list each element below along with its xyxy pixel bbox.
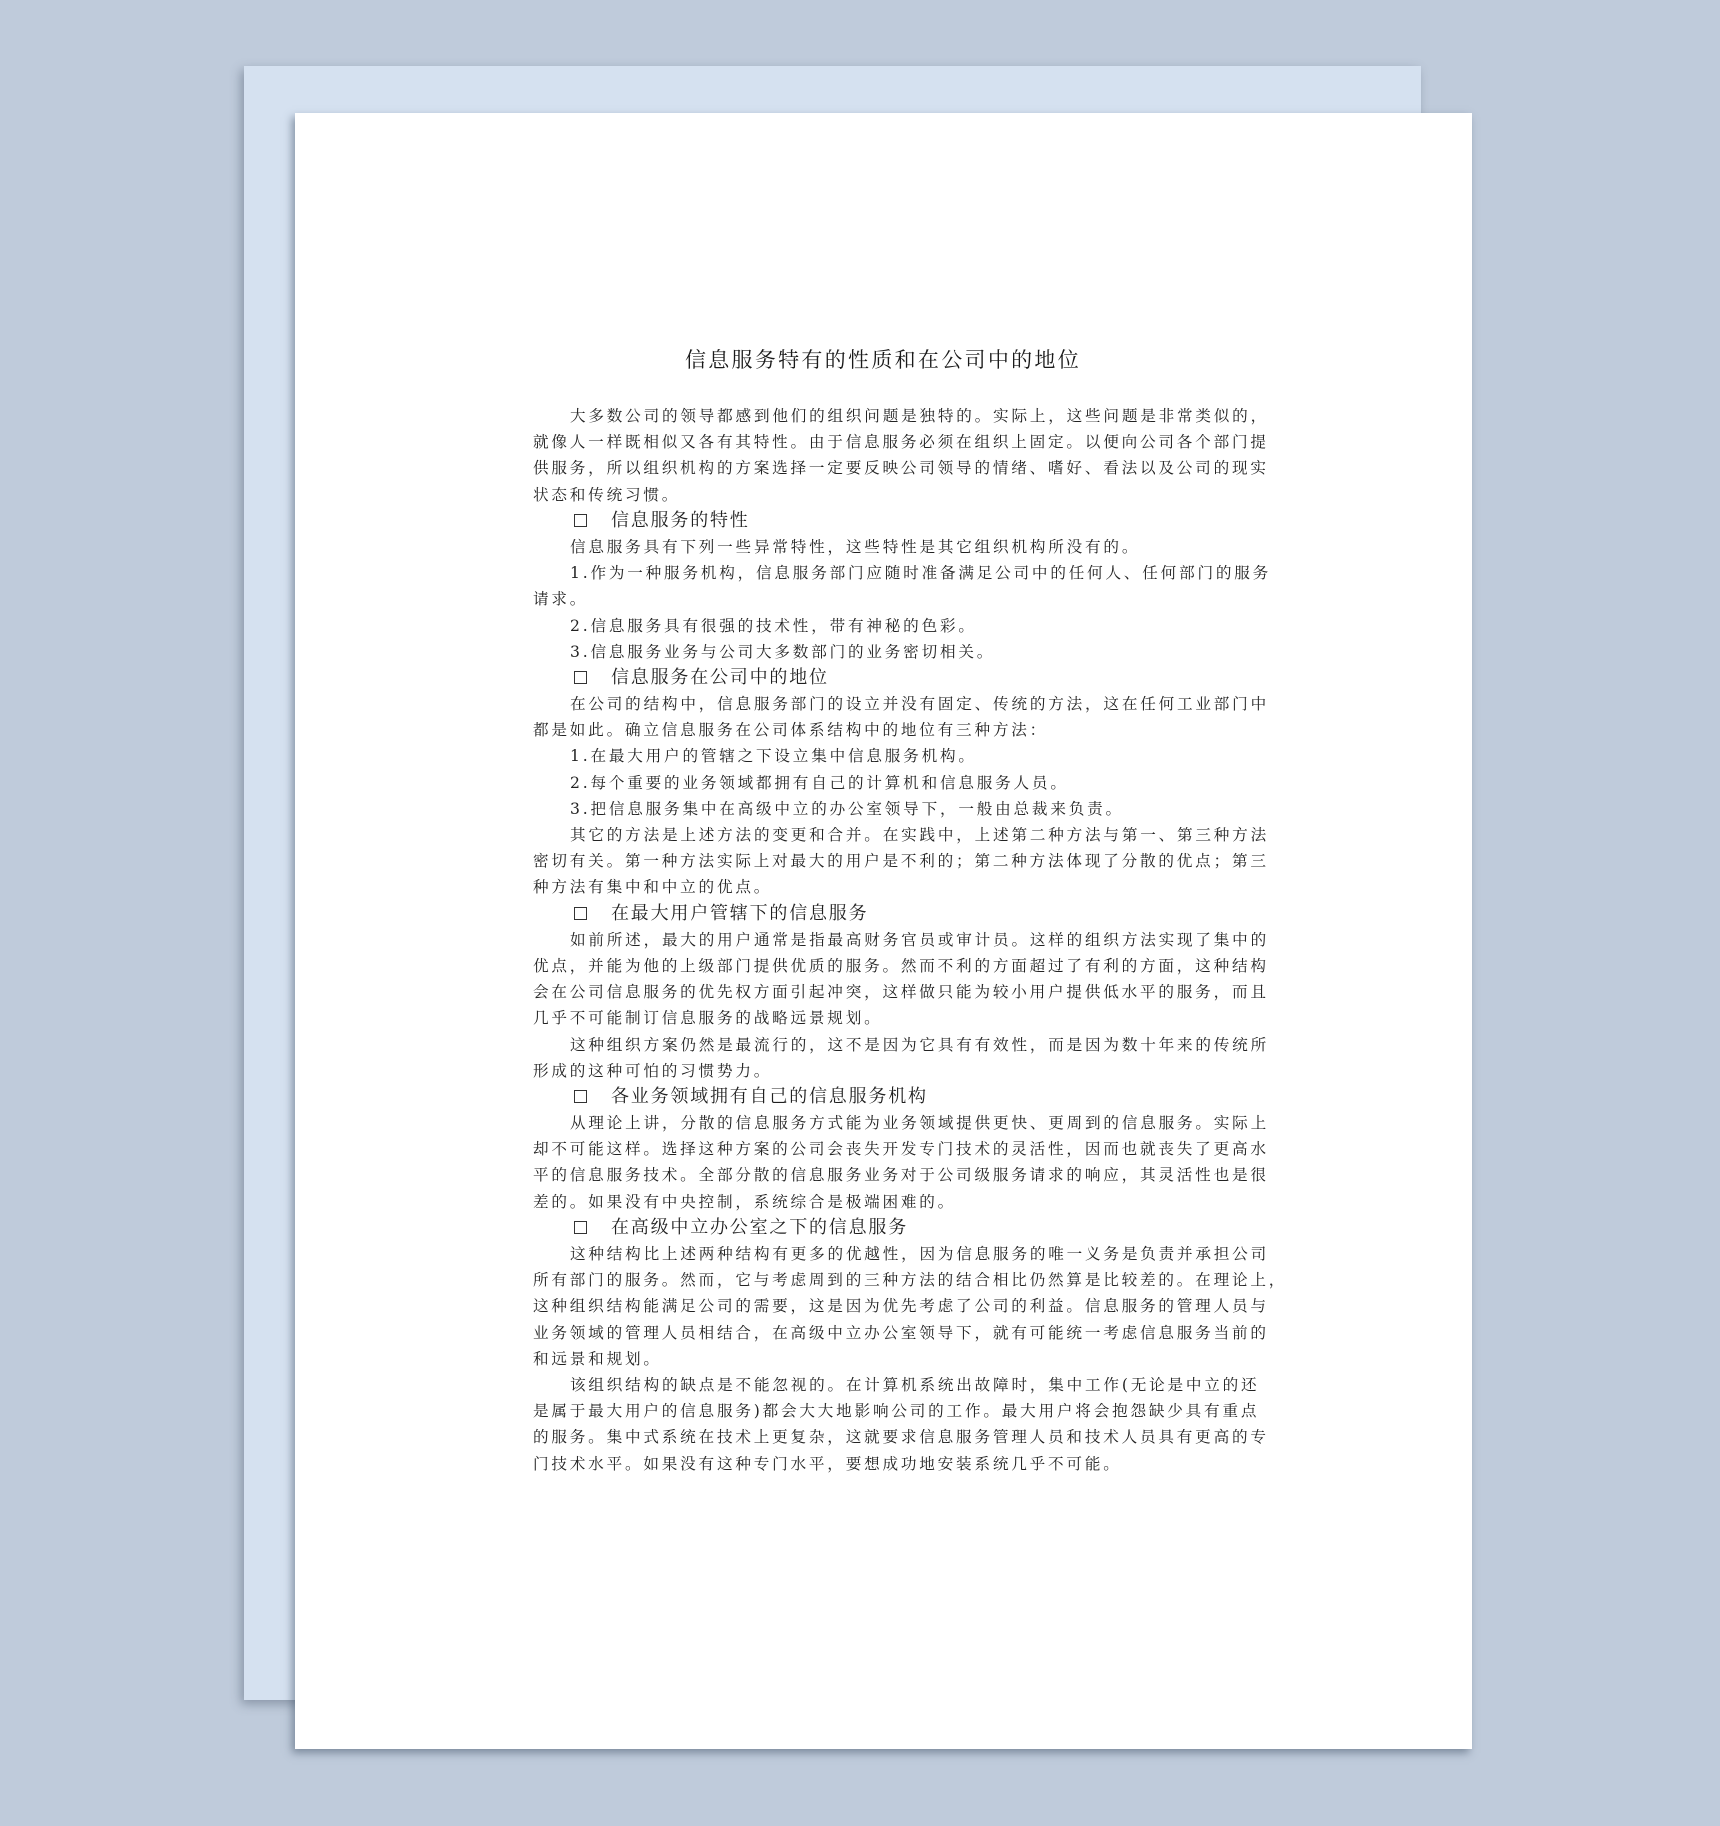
paragraph [533, 403, 1269, 508]
paragraph-line: 供服务，所以组织机构的方案选择一定要反映公司领导的情绪、嗜好、看法以及公司的现实 [533, 459, 1269, 478]
paragraph-line: 请求。 [533, 590, 589, 609]
paragraph-line: 密切有关。第一种方法实际上对最大的用户是不利的；第二种方法体现了分散的优点；第三 [533, 852, 1269, 871]
paragraph-line: 是属于最大用户的信息服务)都会大大地影响公司的工作。最大用户将会抱怨缺少具有重点 [533, 1402, 1260, 1421]
paragraph-line: 平的信息服务技术。全部分散的信息服务业务对于公司级服务请求的响应，其灵活性也是很 [533, 1166, 1269, 1185]
paragraph-line: 门技术水平。如果没有这种专门水平，要想成功地安装系统几乎不可能。 [533, 1454, 1122, 1473]
document-title: 信息服务特有的性质和在公司中的地位 [684, 348, 1082, 372]
paragraph-line: 会在公司信息服务的优先权方面引起冲突，这样做只能为较小用户提供低水平的服务，而且 [533, 983, 1269, 1002]
section-heading [533, 665, 1233, 691]
paragraph-line: 都是如此。确立信息服务在公司体系结构中的地位有三种方法： [533, 721, 1049, 740]
paragraph-line: 如前所述，最大的用户通常是指最高财务官员或审计员。这样的组织方法实现了集中的 [570, 930, 1269, 949]
paragraph [533, 796, 1233, 822]
section-heading-text: 信息服务的特性 [611, 509, 750, 531]
paragraph-line: 的服务。集中式系统在技术上更复杂，这就要求信息服务管理人员和技术人员具有更高的专 [533, 1428, 1269, 1447]
paragraph-line: 1.在最大用户的管辖之下设立集中信息服务机构。 [570, 747, 977, 766]
paragraph [533, 822, 1269, 901]
paragraph-line: 所有部门的服务。然而，它与考虑周到的三种方法的结合相比仍然算是比较差的。在理论上， [533, 1271, 1288, 1290]
paragraph-line: 差的。如果没有中央控制，系统综合是极端困难的。 [533, 1192, 957, 1211]
paragraph-line: 1.作为一种服务机构，信息服务部门应随时准备满足公司中的任何人、任何部门的服务 [570, 564, 1272, 583]
paragraph-line: 种方法有集中和中立的优点。 [533, 878, 773, 897]
paragraph-line: 其它的方法是上述方法的变更和合并。在实践中，上述第二种方法与第一、第三种方法 [570, 826, 1269, 844]
checkbox-square-icon [574, 514, 587, 527]
paragraph [533, 743, 1233, 769]
front-page-sheet [295, 113, 1472, 1749]
paragraph [533, 613, 1233, 639]
section-heading-text: 在高级中立办公室之下的信息服务 [611, 1216, 908, 1238]
paragraph-line: 在公司的结构中，信息服务部门的设立并没有固定、传统的方法，这在任何工业部门中 [570, 695, 1269, 714]
section-heading-text: 各业务领域拥有自己的信息服务机构 [611, 1085, 928, 1107]
paragraph-line: 2.每个重要的业务领域都拥有自己的计算机和信息服务人员。 [570, 773, 1069, 792]
checkbox-square-icon [574, 671, 587, 684]
paragraph-line: 大多数公司的领导都感到他们的组织问题是独特的。实际上，这些问题是非常类似的， [570, 407, 1269, 425]
checkbox-square-icon [574, 1221, 587, 1234]
section-heading-text: 信息服务在公司中的地位 [611, 666, 829, 688]
checkbox-square-icon [574, 907, 587, 920]
paragraph [533, 1372, 1269, 1477]
document-content [533, 403, 1288, 1477]
paragraph-line: 该组织结构的缺点是不能忽视的。在计算机系统出故障时，集中工作(无论是中立的还 [570, 1375, 1260, 1394]
paragraph [533, 927, 1269, 1032]
paragraph-line: 优点，并能为他的上级部门提供优质的服务。然而不利的方面超过了有利的方面，这种结构 [533, 956, 1269, 975]
paragraph-line: 状态和传统习惯。 [533, 485, 681, 504]
section-heading [533, 508, 1233, 534]
paragraph-line: 2.信息服务具有很强的技术性，带有神秘的色彩。 [570, 616, 977, 635]
paragraph [533, 1110, 1269, 1215]
paragraph [533, 560, 1272, 612]
section-heading [533, 901, 1233, 927]
paragraph [533, 770, 1233, 796]
paragraph [533, 1241, 1288, 1372]
checkbox-square-icon [574, 1090, 587, 1103]
paragraph [533, 639, 1233, 665]
paragraph [533, 691, 1269, 743]
paragraph-line: 却不可能这样。选择这种方案的公司会丧失开发专门技术的灵活性，因而也就丧失了更高水 [533, 1140, 1269, 1159]
paragraph-line: 从理论上讲，分散的信息服务方式能为业务领域提供更快、更周到的信息服务。实际上 [570, 1114, 1269, 1133]
paragraph-line: 这种组织结构能满足公司的需要，这是因为优先考虑了公司的利益。信息服务的管理人员与 [533, 1297, 1269, 1316]
paragraph-line: 和远景和规划。 [533, 1349, 662, 1368]
paragraph-line: 信息服务具有下列一些异常特性，这些特性是其它组织机构所没有的。 [570, 537, 1141, 556]
paragraph-line: 3.把信息服务集中在高级中立的办公室领导下，一般由总裁来负责。 [570, 799, 1124, 818]
paragraph-line: 业务领域的管理人员相结合，在高级中立办公室领导下，就有可能统一考虑信息服务当前的 [533, 1323, 1269, 1342]
paragraph [533, 534, 1233, 560]
section-heading [533, 1084, 1233, 1110]
paragraph-line: 这种结构比上述两种结构有更多的优越性，因为信息服务的唯一义务是负责并承担公司 [570, 1245, 1269, 1263]
paragraph-line: 3.信息服务业务与公司大多数部门的业务密切相关。 [570, 642, 996, 661]
paragraph [533, 1032, 1269, 1084]
paragraph-line: 形成的这种可怕的习惯势力。 [533, 1061, 773, 1080]
paragraph-line: 就像人一样既相似又各有其特性。由于信息服务必须在组织上固定。以便向公司各个部门提 [533, 433, 1269, 452]
document-body [533, 341, 1288, 1477]
section-heading [533, 1215, 1233, 1241]
paragraph-line: 这种组织方案仍然是最流行的，这不是因为它具有有效性，而是因为数十年来的传统所 [570, 1035, 1269, 1054]
section-heading-text: 在最大用户管辖下的信息服务 [611, 902, 869, 924]
paragraph-line: 几乎不可能制订信息服务的战略远景规划。 [533, 1009, 883, 1028]
